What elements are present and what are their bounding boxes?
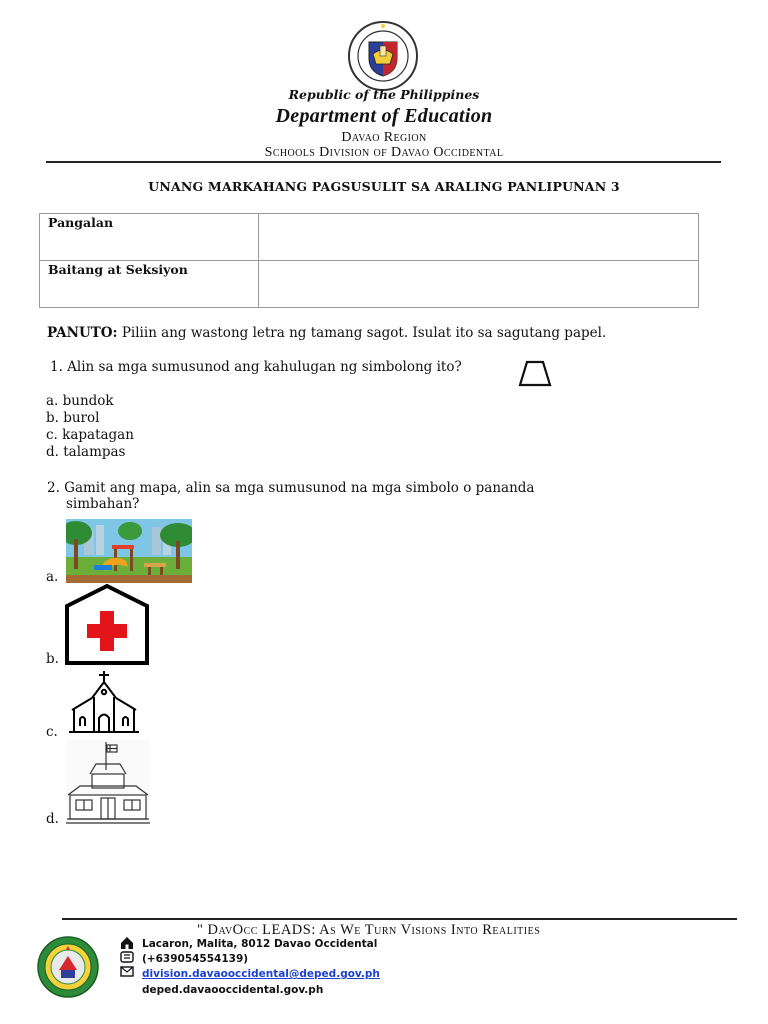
- deped-seal-logo: [347, 20, 419, 92]
- house-icon: [120, 936, 134, 950]
- footer-address: Lacaron, Malita, 8012 Davao Occidental: [142, 938, 378, 950]
- question-1-option-d: d. talampas: [46, 444, 126, 460]
- footer-divider: [62, 918, 737, 920]
- question-1-text: 1. Alin sa mga sumusunod ang kahulugan ng simbolong ito?: [50, 359, 462, 375]
- footer-email-link[interactable]: division.davaooccidental@deped.gov.ph: [142, 968, 380, 980]
- footer-motto: " DavOcc LEADS: As We Turn Visions Into Realities: [197, 922, 541, 938]
- department-heading: Department of Education: [275, 105, 493, 127]
- instructions: [47, 325, 606, 341]
- table-row: [40, 214, 698, 261]
- header-divider: [46, 161, 721, 163]
- instructions-text: Piliin ang wastong letra ng tamang sagot. Isulat ito sa sagutang papel.: [117, 325, 607, 341]
- school-building-icon: [66, 740, 150, 824]
- table-row: [40, 261, 698, 308]
- republic-heading: Republic of the Philippines: [288, 87, 480, 102]
- student-info-table: [39, 213, 699, 308]
- question-1-option-a: a. bundok: [46, 393, 114, 409]
- trapezoid-plateau-symbol-icon: [518, 360, 552, 388]
- playground-image-icon: [66, 519, 192, 583]
- footer-phone: (+639054554139): [142, 953, 249, 965]
- question-2-option-a-letter: a.: [46, 569, 59, 585]
- church-icon: [68, 670, 140, 734]
- division-heading: Schools Division of Davao Occidental: [264, 145, 504, 160]
- exam-title: UNANG MARKAHANG PAGSUSULIT SA ARALING PANLIPUNAN 3: [148, 179, 620, 194]
- question-1-option-c: c. kapatagan: [46, 427, 134, 443]
- region-heading: Davao Region: [341, 130, 427, 145]
- question-2-option-c-letter: c.: [46, 724, 58, 740]
- question-2-text-line2: simbahan?: [66, 496, 140, 512]
- name-label: Pangalan: [48, 215, 114, 230]
- hospital-red-cross-icon: [65, 584, 149, 665]
- question-2-option-b-letter: b.: [46, 651, 59, 667]
- question-2-option-d-letter: d.: [46, 811, 59, 827]
- phone-icon: [120, 950, 134, 964]
- mail-icon: [120, 964, 134, 978]
- footer-website: deped.davaooccidental.gov.ph: [142, 984, 324, 996]
- division-seal-logo: [37, 936, 99, 998]
- question-2-text-line1: 2. Gamit ang mapa, alin sa mga sumusunod na mga simbolo o pananda: [47, 480, 535, 496]
- instructions-label: PANUTO:: [47, 325, 118, 341]
- grade-section-label: Baitang at Seksiyon: [48, 262, 188, 277]
- question-1-option-b: b. burol: [46, 410, 100, 426]
